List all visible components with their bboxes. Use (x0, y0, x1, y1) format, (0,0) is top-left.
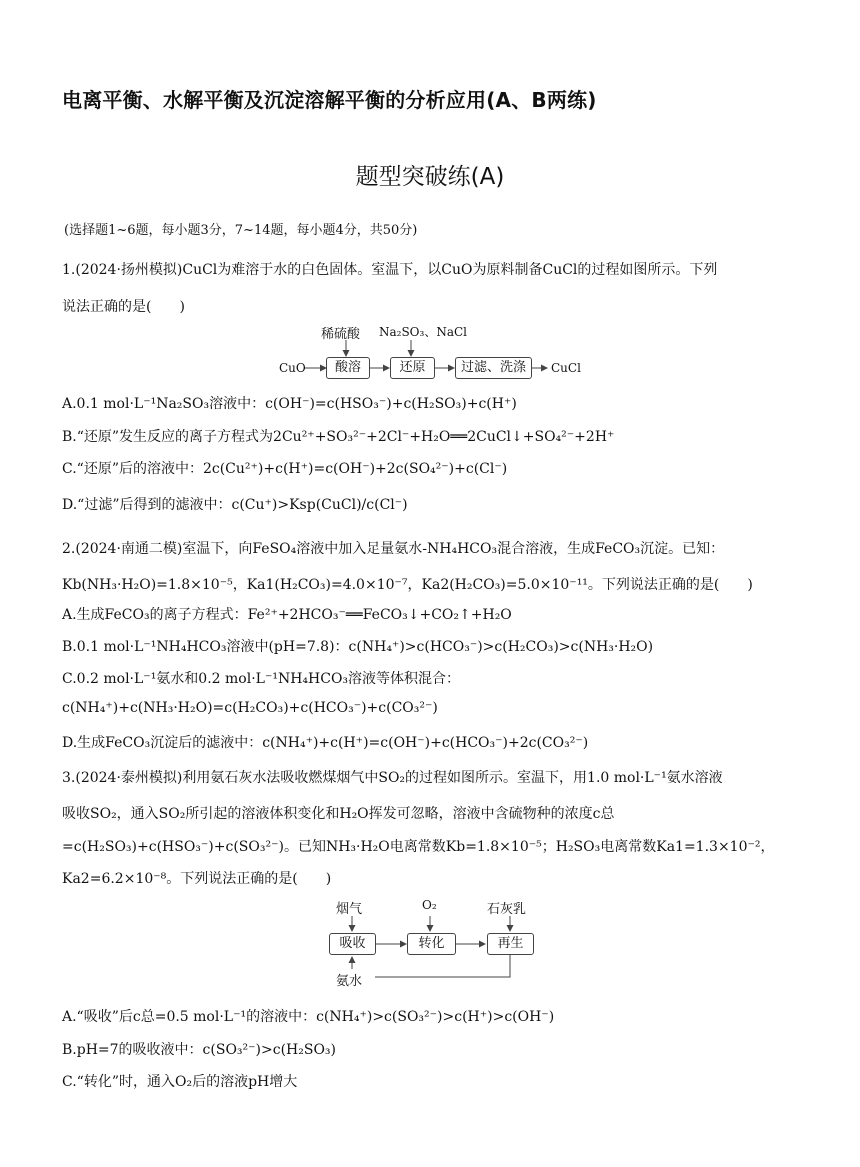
flow-recycle-ammonia: 氨水 (336, 974, 363, 989)
flow-input-lime: 石灰乳 (487, 902, 527, 917)
q2-option-b: B.0.1 mol·L⁻¹NH₄HCO₃溶液中(pH=7.8)：c(NH₄⁺)>c(HCO₃⁻)>c(H₂CO₃)>c(NH₃·H₂O) (62, 639, 654, 655)
q2-option-c-line1: C.0.2 mol·L⁻¹氨水和0.2 mol·L⁻¹NH₄HCO₃溶液等体积混合： (62, 671, 461, 687)
q3-option-b: B.pH=7的吸收液中：c(SO₃²⁻)>c(H₂SO₃) (62, 1042, 336, 1058)
q1-stem-line1: 1.(2024·扬州模拟)CuCl为难溶于水的白色固体。室温下，以CuO为原料制备CuCl的过程如图所示。下列 (62, 262, 718, 278)
q2-option-d: D.生成FeCO₃沉淀后的滤液中：c(NH₄⁺)+c(H⁺)=c(OH⁻)+c(HCO₃⁻)+2c(CO₃²⁻) (62, 735, 589, 751)
flow-step-reduce: 还原 (390, 357, 435, 379)
q3-stem-line2: 吸收SO₂，通入SO₂所引起的溶液体积变化和H₂O挥发可忽略，溶液中含硫物种的浓度c总 (62, 806, 615, 822)
flow-reagent-acid: 稀硫酸 (321, 327, 361, 342)
q2-stem-line1: 2.(2024·南通二模)室温下，向FeSO₄溶液中加入足量氨水-NH₄HCO₃混合溶液，生成FeCO₃沉淀。已知： (62, 541, 725, 557)
q3-stem-line1: 3.(2024·泰州模拟)利用氨石灰水法吸收燃煤烟气中SO₂的过程如图所示。室温下，用1.0 mol·L⁻¹氨水溶液 (62, 770, 723, 786)
instructions: (选择题1~6题，每小题3分，7~14题，每小题4分，共50分) (64, 223, 418, 238)
q1-option-b: B.“还原”发生反应的离子方程式为2Cu²⁺+SO₃²⁻+2Cl⁻+H₂O══2CuCl↓+SO₄²⁻+2H⁺ (62, 429, 615, 445)
flow-step-filter-wash: 过滤、洗涤 (455, 357, 532, 379)
q2-option-a: A.生成FeCO₃的离子方程式：Fe²⁺+2HCO₃⁻══FeCO₃↓+CO₂↑+H₂O (62, 607, 512, 623)
main-title: 电离平衡、水解平衡及沉淀溶解平衡的分析应用(A、B两练) (62, 88, 597, 112)
flow-step-absorb: 吸收 (329, 933, 376, 955)
flow-step-regenerate: 再生 (487, 933, 534, 955)
flow-end-cucl: CuCl (551, 361, 581, 375)
flow-input-flue-gas: 烟气 (336, 902, 363, 917)
flow-input-oxygen: O₂ (422, 898, 437, 912)
flow-start-cuo: CuO (279, 361, 306, 375)
flow-step-dissolve: 酸溶 (326, 357, 370, 379)
q3-option-c: C.“转化”时，通入O₂后的溶液pH增大 (62, 1074, 298, 1090)
q2-option-c-line2: c(NH₄⁺)+c(NH₃·H₂O)=c(H₂CO₃)+c(HCO₃⁻)+c(CO₃²⁻) (62, 700, 438, 716)
q2-stem-line2: Kb(NH₃·H₂O)=1.8×10⁻⁵，Ka1(H₂CO₃)=4.0×10⁻⁷，Ka2(H₂CO₃)=5.0×10⁻¹¹。下列说法正确的是( ) (62, 577, 753, 593)
q3-option-a: A.“吸收”后c总=0.5 mol·L⁻¹的溶液中：c(NH₄⁺)>c(SO₃²⁻)>c(H⁺)>c(OH⁻) (62, 1009, 555, 1025)
q1-stem-line2: 说法正确的是( ) (62, 299, 185, 315)
q1-option-c: C.“还原”后的溶液中：2c(Cu²⁺)+c(H⁺)=c(OH⁻)+2c(SO₄²⁻)+c(Cl⁻) (62, 461, 508, 477)
q3-stem-line3: =c(H₂SO₃)+c(HSO₃⁻)+c(SO₃²⁻)。已知NH₃·H₂O电离常数Kb=1.8×10⁻⁵；H₂SO₃电离常数Ka1=1.3×10⁻²， (62, 839, 775, 855)
section-title: 题型突破练(A) (355, 164, 505, 190)
q3-stem-line4: Ka2=6.2×10⁻⁸。下列说法正确的是( ) (62, 871, 332, 887)
flow-reagent-salts: Na₂SO₃、NaCl (379, 325, 468, 339)
q1-option-a: A.0.1 mol·L⁻¹Na₂SO₃溶液中：c(OH⁻)=c(HSO₃⁻)+c(H₂SO₃)+c(H⁺) (62, 396, 517, 412)
q1-option-d: D.“过滤”后得到的滤液中：c(Cu⁺)>Ksp(CuCl)/c(Cl⁻) (62, 497, 408, 513)
flow-step-convert: 转化 (407, 933, 456, 955)
